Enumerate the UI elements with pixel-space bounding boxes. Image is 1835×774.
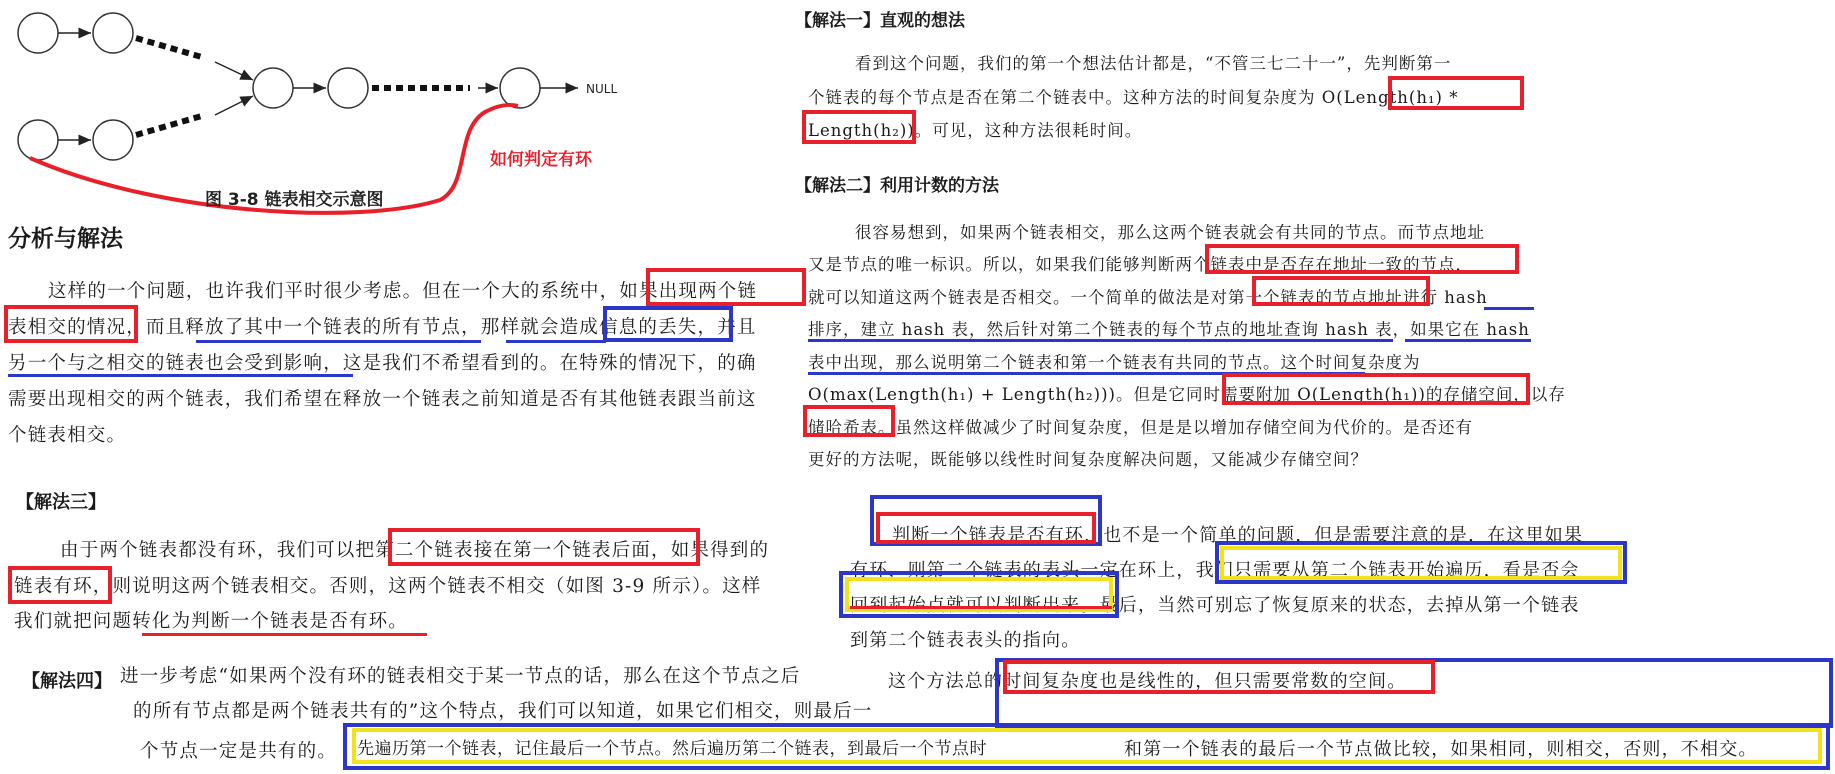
method2-line-6: O(max(Length(h₁) + Length(h₂)))。但是它同时需要附加 O(Length(h₁))的存储空间，以存 (808, 385, 1566, 404)
method4-line-3: 个节点一定是共有的。 (140, 741, 338, 762)
highlight-complexity-o-length (1388, 76, 1524, 110)
highlight-time-complexity-linear (1003, 660, 1435, 694)
cycle-line-4: 到第二个链表表头的指向。 (850, 630, 1081, 651)
highlight-same-address-node (1205, 244, 1519, 274)
node-b1 (18, 120, 58, 160)
node-c1 (253, 68, 293, 108)
highlight-store-hash-table (803, 405, 895, 437)
node-c2 (328, 68, 368, 108)
loop-annotation-text: 如何判定有环 (490, 150, 592, 170)
method2-line-3: 就可以知道这两个链表是否相交。一个简单的做法是对第一个链表的节点地址进行 hash (808, 288, 1488, 307)
underline-then (506, 340, 606, 343)
method2-line-8: 更好的方法呢，既能够以线性时间复杂度解决问题，又能减少存储空间？ (808, 450, 1368, 469)
intro-line-5: 个链表相交。 (8, 425, 127, 446)
figure-caption: 图 3-8 链表相交示意图 (205, 190, 384, 210)
complexity-line: 这个方法总的时间复杂度也是线性的，但只需要常数的空间。 (888, 671, 1407, 692)
node-b2 (93, 120, 133, 160)
linked-list-figure (0, 0, 640, 215)
underline-if-in-hash (1405, 339, 1531, 342)
underline-other-list-affected (8, 374, 353, 377)
method2-line-4: 排序，建立 hash 表，然后针对第二个链表的每个节点的地址查询 hash 表，如果它在 hash (808, 320, 1530, 339)
method2-line-7: 储哈希表。虽然这样做减少了时间复杂度，但是是以增加存储空间为代价的。是否还有 (808, 418, 1473, 437)
highlight-node-address (1252, 276, 1430, 306)
intro-line-3: 另一个与之相交的链表也会受到影响，这是我们不希望看到的。在特殊的情况下，的确 (8, 353, 757, 374)
node-a1 (18, 13, 58, 53)
intro-line-2: 表相交的情况，而且释放了其中一个链表的所有节点，那样就会造成信息的丢失，并且 (8, 317, 757, 338)
intro-line-1: 这样的一个问题，也许我们平时很少考虑。但在一个大的系统中，如果出现两个链 (48, 281, 758, 302)
method4-line-1: 进一步考虑“如果两个没有环的链表相交于某一节点的话，那么在这个节点之后 (120, 666, 801, 687)
method2-title: 【解法二】利用计数的方法 (795, 176, 999, 196)
underline-hash-1 (1484, 307, 1534, 310)
node-c3 (500, 68, 540, 108)
final-line: 和第一个链表的最后一个节点做比较，如果相同，则相交，否则，不相交。 (1124, 739, 1758, 760)
method4-title: 【解法四】 (22, 671, 112, 692)
highlight-traverse-from-second (1220, 546, 1622, 580)
method3-title: 【解法三】 (16, 492, 106, 513)
highlight-intersect-case (4, 305, 138, 343)
highlight-list-has-cycle (8, 566, 112, 604)
method3-line-1: 由于两个链表都没有环，我们可以把第二个链表接在第一个链表后面，如果得到的 (60, 540, 770, 561)
method1-line-1: 看到这个问题，我们的第一个想法估计都是，“不管三七二十一”，先判断第一 (855, 54, 1452, 73)
highlight-append-second-list (388, 528, 700, 566)
method3-line-2: 链表有环，则说明这两个链表相交。否则，这两个链表不相交（如图 3-9 所示）。这样 (14, 576, 762, 597)
method2-line-2: 又是节点的唯一标识。所以，如果我们能够判断两个链表中是否存在地址一致的节点， (808, 255, 1473, 274)
method4-line-2: 的所有节点都是两个链表共有的”这个特点，我们可以知道，如果它们相交，则最后一 (133, 701, 873, 722)
method3-line-3: 我们就把问题转化为判断一个链表是否有环。 (14, 611, 409, 632)
node-a2 (93, 13, 133, 53)
method1-line-2: 个链表的每个节点是否在第二个链表中。这种方法的时间复杂度为 O(Length(h₁) * (808, 88, 1459, 107)
highlight-if-lists-intersect (646, 268, 806, 306)
underline-hash-sort (808, 339, 1393, 342)
method1-title: 【解法一】直观的想法 (795, 11, 965, 31)
cycle-line-1: 判断一个链表是否有环，也不是一个简单的问题，但是需要注意的是，在这里如果 (892, 525, 1584, 546)
underline-release-nodes (196, 340, 481, 343)
underline-reduce-to-cycle (142, 633, 427, 636)
underline-back-to-start (850, 606, 1112, 609)
cycle-line-3: 回到起始点就可以判断出来。最后，当然可别忘了恢复原来的状态，去掉从第一个链表 (850, 595, 1580, 616)
highlight-extra-storage (1222, 373, 1530, 405)
intro-line-4: 需要出现相交的两个链表，我们希望在释放一个链表之前知道是否有其他链表跟当前这 (8, 389, 757, 410)
method2-line-5: 表中出现，那么说明第二个链表和第一个链表有共同的节点。这个时间复杂度为 (808, 353, 1421, 372)
highlight-judge-cycle-inner (876, 512, 1096, 544)
method4-line-4: 先遍历第一个链表，记住最后一个节点。然后遍历第二个链表，到最后一个节点时 (357, 739, 987, 759)
null-label: NULL (586, 82, 618, 96)
method2-line-1: 很容易想到，如果两个链表相交，那么这两个链表就会有共同的节点。而节点地址 (855, 223, 1485, 242)
highlight-length-h2 (802, 110, 916, 144)
method1-line-3: Length(h₂))。可见，这种方法很耗时间。 (808, 121, 1143, 140)
section-title: 分析与解法 (8, 226, 123, 252)
highlight-info-loss (603, 306, 733, 342)
cycle-line-2: 有环，则第二个链表的表头一定在环上，我们只需要从第二个链表开始遍历，看是否会 (850, 560, 1580, 581)
